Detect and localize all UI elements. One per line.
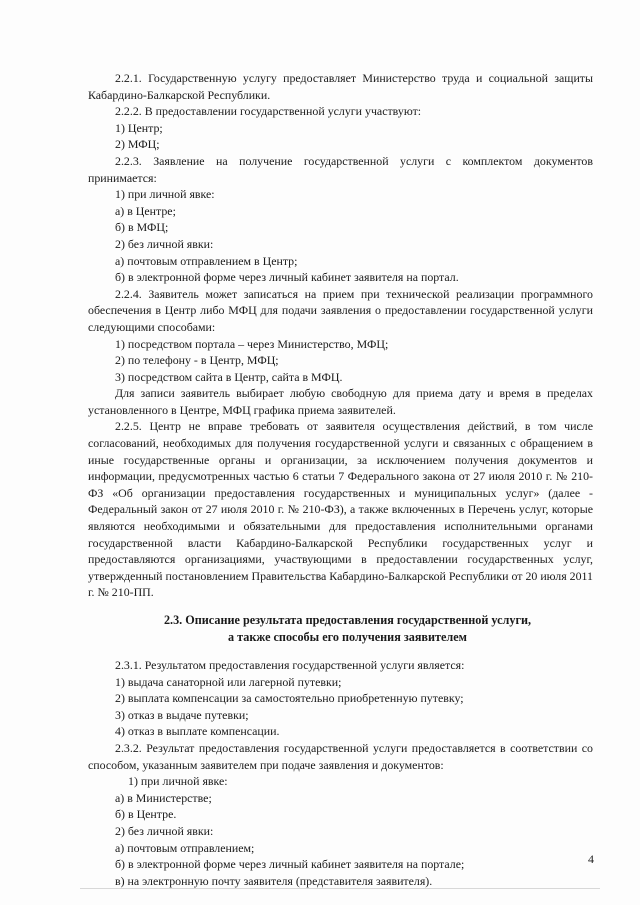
list-item: 2) без личной явки: (115, 823, 214, 838)
paragraph-2-2-5: 2.2.5. Центр не вправе требовать от заявителя осуществления действий, в том числе согласований, необходимых для получения государственной услуги и связанных с обращением в иные государственные органы и организации, за исключением получения документов и информации, предусмотренных частью 6 статьи 7 Федерального закона от 27 июля 2010 г. № 210-ФЗ «Об организации предоставления государственных и муниципальных услуг» (далее - Федеральный закон от 27 июля 2010 г. № 210-ФЗ), а также включенных в Перечень услуг, которые являются необходимыми и обязательными для предоставления исполнительными органами государственной власти Кабардино-Балкарской Республики государственных услуг и предоставляются организациями, участвующими в предоставлении государственных услуг, утвержденный постановлением Правительства Кабардино-Балкарской Республики от 20 июля 2011 г. № 210-ПП. (88, 419, 593, 600)
spacer (88, 646, 593, 657)
list-item: 2) по телефону - в Центр, МФЦ; (115, 353, 279, 368)
list-item: 3) отказ в выдаче путевки; (115, 707, 249, 722)
page-number: 4 (588, 852, 594, 866)
list-item: 2) выплата компенсации за самостоятельно приобретенную путевку; (115, 691, 464, 706)
paragraph-2-3-1: 2.3.1. Результатом предоставления государственной услуги является: (115, 658, 465, 672)
list-item: в) на электронную почту заявителя (представителя заявителя). (115, 873, 433, 888)
list-item: 4) отказ в выплате компенсации. (115, 724, 280, 739)
list-item: а) почтовым отправлением в Центр; (115, 253, 298, 268)
paragraph-2-2-3: 2.2.3. Заявление на получение государственной услуги с комплектом документов принимается: (88, 153, 593, 185)
paragraph-2-2-4: 2.2.4. Заявитель может записаться на прием при технической реализации программного обеспечения в Центр либо МФЦ для подачи заявления о предоставлении государственной услуги следующими способами: (88, 286, 593, 334)
list-item: 1) Центр; (115, 120, 163, 135)
list-item: а) почтовым отправлением; (115, 840, 255, 855)
list-item: 1) посредством портала – через Министерство, МФЦ; (115, 336, 389, 351)
list-item: 1) при личной явке: (128, 774, 228, 789)
list-item: б) в электронной форме через личный кабинет заявителя на портале; (115, 857, 465, 872)
list-item: 2) без личной явки: (115, 236, 214, 251)
section-heading-line-1: 2.3. Описание результата предоставления государственной услуги, (163, 613, 532, 627)
list-item: б) в Центре. (115, 807, 177, 822)
list-item: а) в Министерстве; (115, 790, 212, 805)
paragraph-2-3-2: 2.3.2. Результат предоставления государственной услуги предоставляется в соответствии со способом, указанным заявителем при подаче заявления и документов: (88, 740, 593, 772)
list-item: а) в Центре; (115, 203, 176, 218)
list-item: 1) выдача санаторной или лагерной путевки; (115, 674, 342, 689)
list-item: б) в МФЦ; (115, 220, 169, 235)
list-item: 1) при личной явке: (115, 187, 215, 202)
list-item: б) в электронной форме через личный кабинет заявителя на портал. (115, 270, 459, 285)
list-item: 3) посредством сайта в Центр, сайта в МФЦ. (115, 369, 343, 384)
document-body (88, 70, 593, 889)
section-heading-line-2: а также способы его получения заявителем (228, 630, 467, 644)
bottom-divider (80, 888, 600, 889)
paragraph-2-2-2: 2.2.2. В предоставлении государственной услуги участвуют: (115, 104, 422, 119)
spacer (88, 601, 593, 612)
list-item: 2) МФЦ; (115, 137, 160, 152)
paragraph-record-note: Для записи заявитель выбирает любую свободную для приема дату и время в пределах установленного в Центре, МФЦ графика приема заявителей. (88, 386, 593, 417)
paragraph-2-2-1: 2.2.1. Государственную услугу предоставляет Министерство труда и социальной защиты Кабардино-Балкарской Республики. (88, 71, 593, 102)
